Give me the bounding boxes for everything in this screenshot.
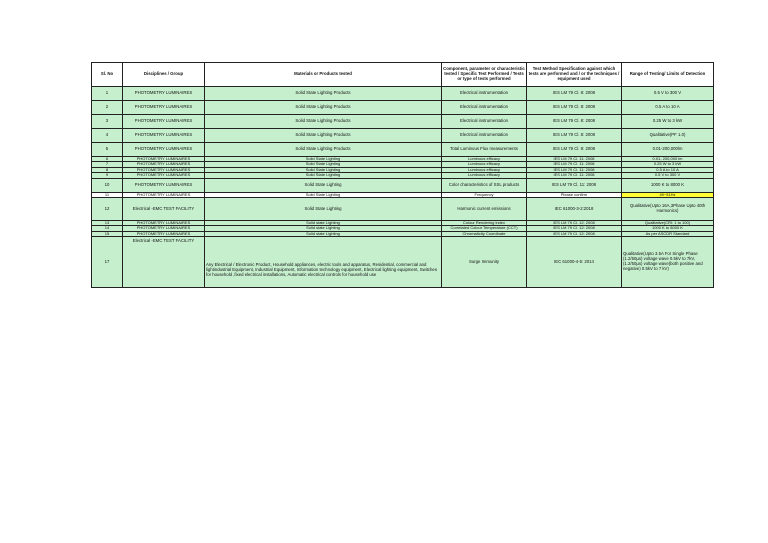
- cell-discipline: PHOTOMETRY LUMINAIRES: [123, 231, 205, 236]
- cell-component: Color characteristics of SSL products: [442, 178, 527, 192]
- cell-materials: Solid State Lighting: [205, 198, 442, 221]
- cell-method: IES LM 79 Cl. 11: 2008: [527, 162, 622, 167]
- cell-materials: Solid state Lighting: [205, 231, 442, 236]
- table-row: [92, 178, 714, 192]
- cell-range: 0.25 W to 3 kW: [622, 115, 714, 129]
- table-row: [92, 237, 714, 288]
- cell-materials: Solid state Lighting: [205, 221, 442, 226]
- cell-method: Please confirm: [527, 192, 622, 197]
- cell-range: 1000 K to 8000 K: [622, 178, 714, 192]
- cell-method: IES LM 79 Cl. 12: 2008: [527, 221, 622, 226]
- table-row: [92, 198, 714, 221]
- header-discipline: Disciplines / Group: [123, 63, 205, 87]
- cell-component: Luminous efficacy: [442, 167, 527, 172]
- cell-materials: Solid State Lighting Products: [205, 87, 442, 101]
- header-range: Range of Testing/ Limits of Detection: [622, 63, 714, 87]
- cell-discipline: PHOTOMETRY LUMINAIRES: [123, 129, 205, 143]
- cell-method: IES LM 79 Cl. 8: 2008: [527, 129, 622, 143]
- cell-sno: 3: [92, 115, 123, 129]
- table-row: [92, 101, 714, 115]
- cell-range: Qualitative(Upto 3.5A For Single Phase (1.2/50µs) voltage wave 0.5kV to 7kV, (1.2/50µs) voltage wave(both positive and negative) 0.5kV to 7 kV): [622, 237, 714, 288]
- cell-discipline: Electrical -EMC TEST FACILITY: [123, 198, 205, 221]
- cell-materials: Solid State Lighting: [205, 167, 442, 172]
- cell-sno: 12: [92, 198, 123, 221]
- cell-sno: 6: [92, 157, 123, 162]
- cell-range: Qualitative(PF 1.0): [622, 129, 714, 143]
- cell-range: 49~51Hz: [622, 192, 714, 197]
- cell-component: Surge Immunity: [442, 237, 527, 288]
- cell-method: IES LM 79 Cl. 11: 2008: [527, 157, 622, 162]
- cell-range: Qualitative(CRI: 1 to 100): [622, 221, 714, 226]
- cell-discipline: PHOTOMETRY LUMINAIRES: [123, 87, 205, 101]
- cell-component: Luminous efficacy: [442, 162, 527, 167]
- cell-discipline: PHOTOMETRY LUMINAIRES: [123, 221, 205, 226]
- cell-method: IES LM 79 Cl. 11: 2008: [527, 167, 622, 172]
- cell-discipline: PHOTOMETRY LUMINAIRES: [123, 162, 205, 167]
- header-materials: Materials or Products tested: [205, 63, 442, 87]
- cell-component: Electrical instrumentation: [442, 115, 527, 129]
- cell-method: IES LM 79 Cl. 12: 2008: [527, 231, 622, 236]
- cell-range: 0.01- 200,000 lm: [622, 157, 714, 162]
- cell-materials: [205, 237, 442, 288]
- cell-materials: Solid State Lighting: [205, 157, 442, 162]
- cell-discipline: PHOTOMETRY LUMINAIRES: [123, 157, 205, 162]
- header-sno: Sl. No: [92, 63, 123, 87]
- table-row: [92, 87, 714, 101]
- cell-sno: 1: [92, 87, 123, 101]
- cell-method: IEC 61000-4-5: 2014: [527, 237, 622, 288]
- cell-discipline-text: Electrical -EMC TEST FACILITY: [132, 238, 195, 244]
- cell-component: Total Luminous Flux measurements: [442, 143, 527, 157]
- cell-component: Correlated Colour Temperature (CCT): [442, 226, 527, 231]
- cell-materials: Solid State Lighting Products: [205, 101, 442, 115]
- cell-materials: Solid State Lighting Products: [205, 129, 442, 143]
- cell-range: Qualitative(Upto 16A,3Phase Upto 40th Harmonics): [622, 198, 714, 221]
- header-method: Test Method Specification against which tests are performed and / or the techniques / equipment used: [527, 63, 622, 87]
- cell-discipline: PHOTOMETRY LUMINAIRES: [123, 143, 205, 157]
- cell-range: 0.5 A to 10 A: [622, 101, 714, 115]
- cell-materials: Solid state Lighting: [205, 226, 442, 231]
- cell-method: IEC 61000-3-2:2018: [527, 198, 622, 221]
- cell-sno: 10: [92, 178, 123, 192]
- cell-discipline: PHOTOMETRY LUMINAIRES: [123, 173, 205, 178]
- cell-method: IES LM 79 Cl. 8: 2008: [527, 115, 622, 129]
- cell-range: 0.5 V to 300 V: [622, 173, 714, 178]
- cell-method: IES LM 79 Cl. 8: 2008: [527, 101, 622, 115]
- cell-method: IES LM 79 Cl. 12: 2008: [527, 226, 622, 231]
- cell-component: Electrical instrumentation: [442, 101, 527, 115]
- cell-sno: 4: [92, 129, 123, 143]
- cell-sno: 15: [92, 231, 123, 236]
- cell-discipline: PHOTOMETRY LUMINAIRES: [123, 178, 205, 192]
- cell-range: 0.25 W to 3 kW: [622, 162, 714, 167]
- cell-materials-text: Any Electrical / Electronic Product, Household appliances, electric tools and apparatus, Residential, commercial and lightindustrial Equipment, Industrial Equipment, Information technology equipment, Electrical lighting equipment, Switches for household ,fixed electrical installations, Automatic electrical controls for household use: [206, 261, 437, 277]
- cell-component: Luminous efficacy: [442, 173, 527, 178]
- cell-sno: 17: [92, 237, 123, 288]
- cell-method: IES LM 79 Cl. 11: 2008: [527, 173, 622, 178]
- table-row: [92, 129, 714, 143]
- cell-component: Electrical instrumentation: [442, 87, 527, 101]
- test-scope-table: [91, 62, 714, 288]
- cell-sno: 5: [92, 143, 123, 157]
- cell-sno: 9: [92, 173, 123, 178]
- cell-discipline: PHOTOMETRY LUMINAIRES: [123, 167, 205, 172]
- cell-range: 0.5 V to 300 V: [622, 87, 714, 101]
- cell-sno: 2: [92, 101, 123, 115]
- cell-materials: Solid State Lighting: [205, 192, 442, 197]
- cell-component: Electrical instrumentation: [442, 129, 527, 143]
- cell-materials: Solid State Lighting: [205, 178, 442, 192]
- cell-materials: Solid State Lighting: [205, 173, 442, 178]
- cell-component: Frequency: [442, 192, 527, 197]
- cell-discipline: [123, 237, 205, 288]
- header-component: Component, parameter or characteristic tested / Specific Test Performed / Tests or type of tests performed: [442, 63, 527, 87]
- table-row: [92, 115, 714, 129]
- cell-component: Harmonic current emissions: [442, 198, 527, 221]
- cell-materials: Solid State Lighting: [205, 162, 442, 167]
- cell-range: 0.5 A to 10 A: [622, 167, 714, 172]
- cell-component: Luminous efficacy: [442, 157, 527, 162]
- header-row: [92, 63, 714, 87]
- cell-sno: 8: [92, 167, 123, 172]
- cell-discipline: PHOTOMETRY LUMINAIRES: [123, 226, 205, 231]
- cell-discipline: PHOTOMETRY LUMINAIRES: [123, 101, 205, 115]
- cell-sno: 7: [92, 162, 123, 167]
- cell-component: Chromaticity Coordinate: [442, 231, 527, 236]
- cell-sno: 11: [92, 192, 123, 197]
- cell-component: Colour Rendering index: [442, 221, 527, 226]
- cell-sno: 13: [92, 221, 123, 226]
- cell-discipline: PHOTOMETRY LUMINAIRES: [123, 192, 205, 197]
- cell-range: As per ASCDR Standard: [622, 231, 714, 236]
- cell-sno: 14: [92, 226, 123, 231]
- cell-materials: Solid State Lighting Products: [205, 143, 442, 157]
- cell-method: IES LM 79 Cl. 11: 2008: [527, 178, 622, 192]
- cell-method: IES LM 79 Cl. 9: 2008: [527, 143, 622, 157]
- cell-discipline: PHOTOMETRY LUMINAIRES: [123, 115, 205, 129]
- cell-materials: Solid State Lighting Products: [205, 115, 442, 129]
- cell-range: 0.01-200,000lm: [622, 143, 714, 157]
- cell-method: IES LM 79 Cl. 8: 2008: [527, 87, 622, 101]
- table-row: [92, 143, 714, 157]
- cell-range: 1000 K to 8000 K: [622, 226, 714, 231]
